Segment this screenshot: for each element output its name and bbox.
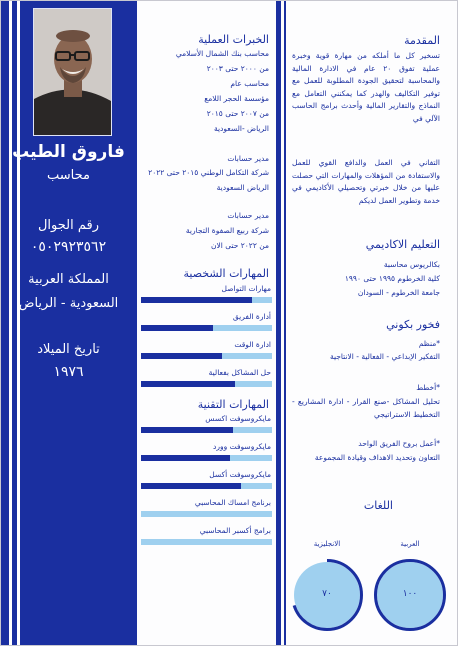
intro-paragraph-1: تسخير كل ما أملكه من مهارة قوية وخبرة عملية تفوق ٢٠ عام في الادارة المالية والمحاسبة لتحقيق الجودة المطلوبة للعمل مع توفير التكاليف والهدر كما يمكنني التعامل مع النماذج والتقارير المالية وأحدث برامج الحاسب الآلي في (292, 51, 440, 123)
personal-skill-label: مهارات التواصل (221, 284, 271, 293)
profile-role: محاسب (47, 168, 90, 183)
language-label: العربية (400, 540, 420, 548)
experience-line: محاسب عام (230, 79, 269, 88)
pride-item-head: *أخطط (416, 383, 440, 392)
languages-title: اللغات (363, 499, 393, 512)
experience-line: شركة التكامل الوطني ٢٠١٥ حتى ٢٠٢٢ (148, 168, 269, 177)
dob-label: تاريخ الميلاد (37, 342, 100, 357)
personal-skills-title: المهارات الشخصية (183, 267, 269, 280)
pride-item-body: التفكير الإبداعي - الفعالية - الانتاجية (329, 352, 440, 361)
experience-line: مدير حسابات (227, 154, 269, 163)
country-line-2: السعودية - الرياض (18, 296, 119, 311)
experience-line: مؤسسة الحجر اللامع (204, 94, 269, 103)
language-level-value: ٧٠ (322, 589, 332, 599)
personal-skill-label: ادارة الوقت (234, 340, 271, 349)
dob-value: ١٩٧٦ (53, 364, 84, 380)
tech-skill-label: مايكروسوفت وورد (213, 442, 271, 451)
tech-skill-label: مايكروسوفت اكسس (205, 414, 271, 423)
experience-line: من ٢٠٠٠ حتى ٢٠٠٣ (206, 64, 269, 73)
personal-skill-label: حل المشاكل بفعالية (208, 368, 271, 377)
tech-skills-title: المهارات التقنية (197, 398, 269, 411)
experience-line: من ٢٠٢٢ حتى الان (210, 241, 269, 250)
education-line: كلية الخرطوم ١٩٩٥ حتى ١٩٩٠ (344, 274, 440, 283)
phone-number: ٠٥٠٢٩٢٣٥٦٢ (30, 239, 107, 255)
language-label: الانجليزية (313, 540, 341, 548)
pride-title: فخور بكوني (386, 318, 440, 331)
phone-label: رقم الجوال (37, 218, 99, 233)
intro-paragraph-2: التفاني في العمل والدافع القوي للعمل والاستفادة من المؤهلات والمهارات التي حصلت عليها من خلال خبرتي وتحصيلي الأكاديمي في خدمة وتطوير العمل لديكم (292, 158, 440, 205)
language-level-value: ١٠٠ (402, 589, 418, 599)
experience-line: من ٢٠٠٧ حتى ٢٠١٥ (206, 109, 269, 118)
tech-skill-label: برامج أكسبر المحاسبي (199, 526, 271, 535)
intro-title: المقدمة (404, 34, 440, 47)
experience-line: مدير حسابات (227, 211, 269, 220)
education-line: جامعة الخرطوم - السودان (357, 288, 440, 297)
experience-title: الخبرات العملية (198, 33, 269, 46)
experience-line: محاسب بنك الشمال الأسلامي (175, 49, 269, 58)
experience-line: الرياض -السعودية (213, 124, 269, 133)
tech-skill-label: برنامج امساك المحاسبي (194, 498, 271, 507)
experience-line: شركة ربيع الصفوة التجارية (185, 226, 269, 235)
education-line: بكالريوس محاسبة (383, 260, 440, 269)
profile-name: فاروق الطيب (12, 142, 125, 162)
pride-item-head: *أعمل بروح الفريق الواحد (358, 439, 440, 448)
education-title: التعليم الاكاديمي (365, 238, 440, 251)
pride-item-head: *منظم (418, 339, 440, 348)
personal-skill-label: أدارة الفريق (232, 312, 271, 321)
tech-skill-label: مايكروسوفت أكسل (209, 470, 271, 479)
country-line-1: المملكة العربية (28, 272, 109, 287)
pride-item-body: التعاون وتحديد الاهداف وقيادة المجموعة (314, 453, 440, 462)
experience-line: الرياض السعودية (216, 183, 269, 192)
pride-item-body: تحليل المشاكل -صنع القرار - ادارة المشاريع - التخطيط الاستراتيجي (292, 397, 440, 419)
